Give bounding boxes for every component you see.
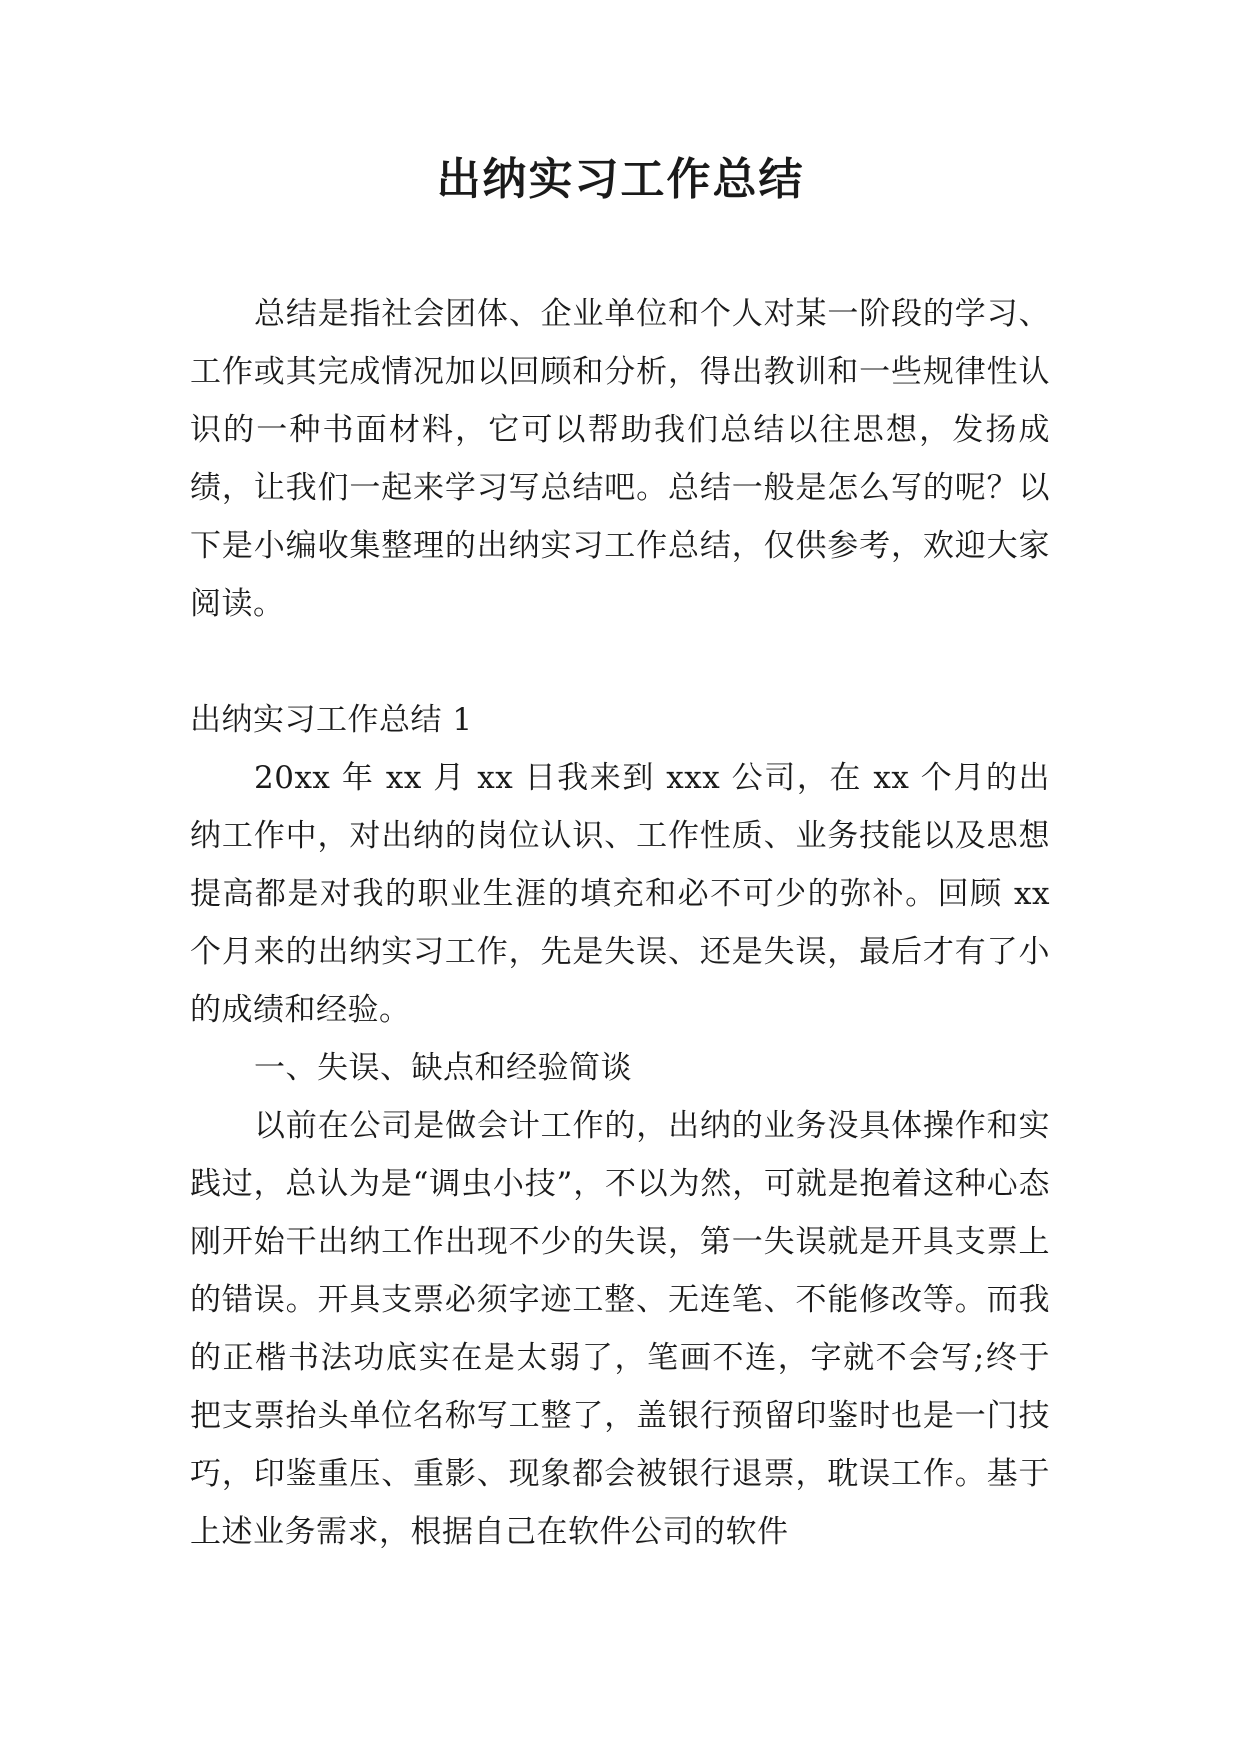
body-paragraph: 20xx 年 xx 月 xx 日我来到 xxx 公司，在 xx 个月的出纳工作中，对出纳的岗位认识、工作性质、业务技能以及思想提高都是对我的职业生涯的填充和必不可少的弥补。回顾 xx 个月来的出纳实习工作，先是失误、还是失误，最后才有了小的成绩和经验。	[190, 760, 1050, 1028]
document-title: 出纳实习工作总结	[436, 154, 805, 205]
document-body	[190, 285, 1050, 1561]
section-heading: 出纳实习工作总结 1	[190, 702, 473, 738]
intro-paragraph: 总结是指社会团体、企业单位和个人对某一阶段的学习、工作或其完成情况加以回顾和分析，得出教训和一些规律性认识的一种书面材料，它可以帮助我们总结以往思想，发扬成绩，让我们一起来学习写总结吧。总结一般是怎么写的呢？以下是小编收集整理的出纳实习工作总结，仅供参考，欢迎大家阅读。	[190, 296, 1050, 622]
subheading-paragraph: 一、失误、缺点和经验简谈	[254, 1050, 632, 1086]
body-paragraph: 以前在公司是做会计工作的，出纳的业务没具体操作和实践过，总认为是“调虫小技”，不以为然，可就是抱着这种心态刚开始干出纳工作出现不少的失误，第一失误就是开具支票上的错误。开具支票必须字迹工整、无连笔、不能修改等。而我的正楷书法功底实在是太弱了，笔画不连，字就不会写;终于把支票抬头单位名称写工整了，盖银行预留印鉴时也是一门技巧，印鉴重压、重影、现象都会被银行退票，耽误工作。基于上述业务需求，根据自己在软件公司的软件	[190, 1108, 1050, 1550]
